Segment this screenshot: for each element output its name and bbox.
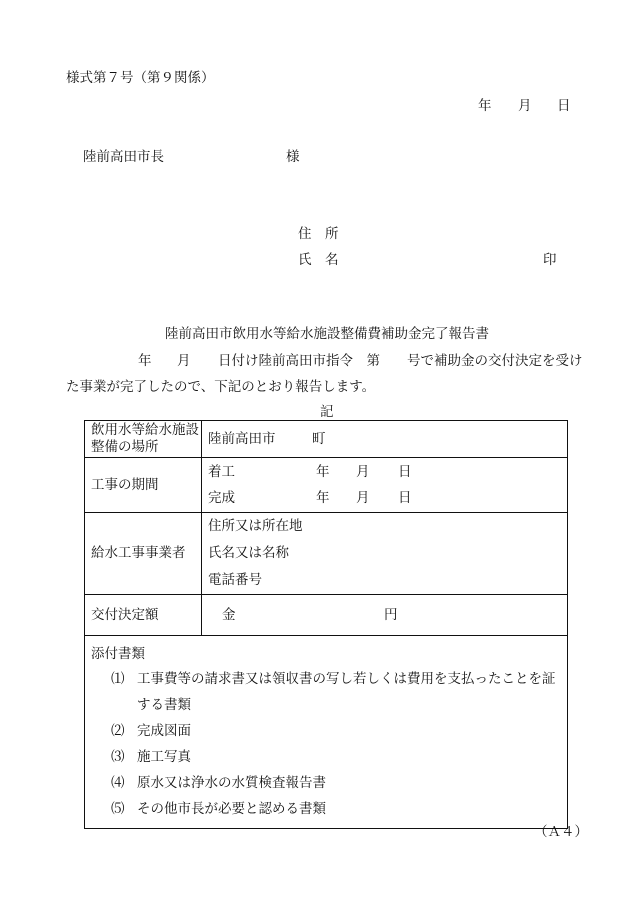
applicant-name-label: 氏 名 [298,252,339,268]
report-table [84,420,568,829]
date-year: 年 [478,98,492,114]
location-cell [202,421,568,458]
contractor-cell [202,513,568,595]
end-year: 年 [316,490,330,506]
body-year: 年 [138,353,152,369]
location-city: 陸前高田市 [208,430,276,447]
addressee-name: 陸前高田市長 [83,149,164,165]
table-row [85,595,568,636]
list-item: ⑸ その他市長が必要と認める書類 [111,801,326,817]
period-cell [202,458,568,513]
list-item: ⑴ 工事費等の請求書又は領収書の写し若しくは費用を支払ったことを証 [111,671,556,687]
table-row [85,636,568,829]
contractor-name: 氏名又は名称 [208,545,289,561]
list-item: ⑶ 施工写真 [111,749,191,765]
body-line2: た事業が完了したので、下記のとおり報告します。 [66,379,376,395]
list-item: ⑵ 完成図面 [111,723,191,739]
body-month: 月 [177,353,191,369]
table-row [85,513,568,595]
date-day: 日 [557,98,571,114]
table-row [85,458,568,513]
start-year: 年 [316,464,330,480]
amount-prefix: 金 [222,606,236,623]
body-line1-rest: 日付け陸前高田市指令 第 号で補助金の交付決定を受け [218,353,583,369]
document-title: 陸前高田市飲用水等給水施設整備費補助金完了報告書 [165,326,489,342]
contractor-label: 給水工事事業者 [85,513,202,595]
location-label: 飲用水等給水施設整備の場所 [85,421,202,458]
end-month: 月 [356,490,370,506]
amount-unit: 円 [384,606,398,623]
date-month: 月 [518,98,532,114]
seal-mark: 印 [543,252,557,268]
ki-heading: 記 [320,404,334,420]
contractor-address: 住所又は所在地 [208,518,303,534]
paper-size-note: （Ａ４） [534,824,588,840]
start-month: 月 [356,464,370,480]
attachments-title: 添付書類 [91,646,145,662]
location-town: 町 [312,430,326,447]
end-label: 完成 [208,490,235,506]
amount-label: 交付決定額 [85,595,202,636]
end-day: 日 [398,490,412,506]
attachment-1-continuation: する書類 [137,697,191,713]
start-day: 日 [398,464,412,480]
list-item: ⑷ 原水又は浄水の水質検査報告書 [111,775,326,791]
form-number: 様式第７号（第９関係） [66,70,215,86]
contractor-phone: 電話番号 [208,572,262,588]
attachments-cell [85,636,568,829]
start-label: 着工 [208,464,235,480]
table-row [85,421,568,458]
amount-cell [202,595,568,636]
addressee-honorific: 様 [286,149,300,165]
period-label: 工事の期間 [85,458,202,513]
applicant-address-label: 住 所 [298,226,339,242]
